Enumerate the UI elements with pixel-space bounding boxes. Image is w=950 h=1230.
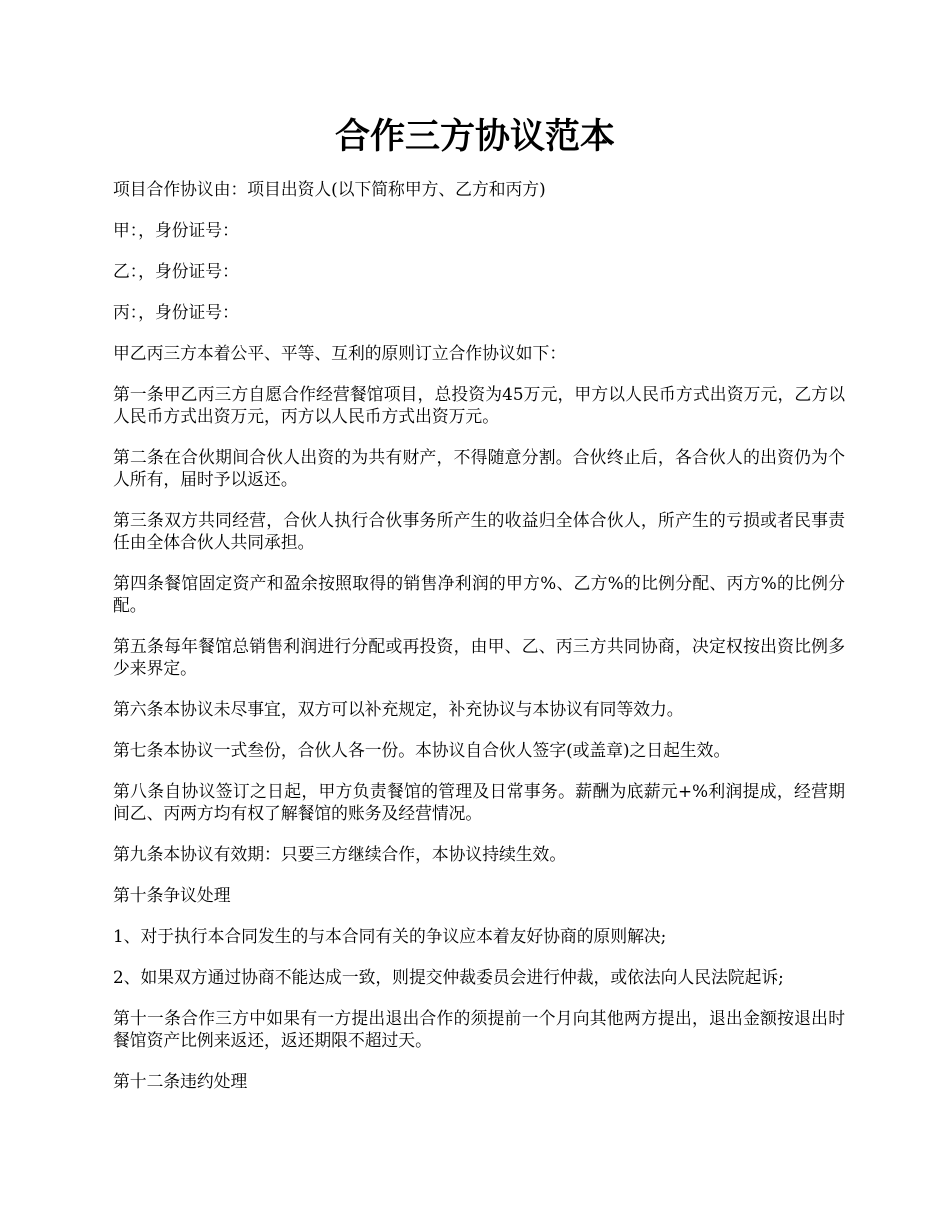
- paragraph-article-12: 第十二条违约处理: [113, 1071, 248, 1091]
- paragraph-article-4: 第四条餐馆固定资产和盈余按照取得的销售净利润的甲方%、乙方%的比例分配、丙方%的比例分配。: [113, 573, 845, 615]
- document-body: [113, 178, 845, 1111]
- paragraph-dispute-1: 1、对于执行本合同发生的与本合同有关的争议应本着友好协商的原则解决;: [113, 926, 667, 946]
- paragraph-article-11: 第十一条合作三方中如果有一方提出退出合作的须提前一个月向其他两方提出，退出金额按退出时餐馆资产比例来返还，返还期限不超过天。: [113, 1008, 845, 1050]
- paragraph-article-7: 第七条本协议一式叁份，合伙人各一份。本协议自合伙人签字(或盖章)之日起生效。: [113, 740, 731, 760]
- paragraph-article-10: 第十条争议处理: [113, 885, 231, 905]
- paragraph-article-2: 第二条在合伙期间合伙人出资的为共有财产，不得随意分割。合伙终止后，各合伙人的出资仍为个人所有，届时予以返还。: [113, 447, 845, 489]
- paragraph-principle: 甲乙丙三方本着公平、平等、互利的原则订立合作协议如下：: [113, 343, 567, 363]
- paragraph-party-a: 甲：，身份证号：: [113, 220, 239, 240]
- paragraph-preamble: 项目合作协议由：项目出资人(以下简称甲方、乙方和丙方): [113, 179, 546, 199]
- paragraph-party-c: 丙：，身份证号：: [113, 302, 239, 322]
- paragraph-article-8: 第八条自协议签订之日起，甲方负责餐馆的管理及日常事务。薪酬为底薪元+%利润提成，经营期间乙、丙两方均有权了解餐馆的账务及经营情况。: [113, 781, 845, 823]
- paragraph-article-1: 第一条甲乙丙三方自愿合作经营餐馆项目，总投资为45万元，甲方以人民币方式出资万元，乙方以人民币方式出资万元，丙方以人民币方式出资万元。: [113, 384, 845, 426]
- paragraph-article-6: 第六条本协议未尽事宜，双方可以补充规定，补充协议与本协议有同等效力。: [113, 699, 684, 719]
- document-title: 合作三方协议范本: [334, 116, 615, 157]
- paragraph-dispute-2: 2、如果双方通过协商不能达成一致，则提交仲裁委员会进行仲裁，或依法向人民法院起诉;: [113, 967, 784, 987]
- paragraph-article-5: 第五条每年餐馆总销售利润进行分配或再投资，由甲、乙、丙三方共同协商，决定权按出资比例多少来界定。: [113, 636, 845, 678]
- paragraph-party-b: 乙：，身份证号：: [113, 261, 239, 281]
- paragraph-article-9: 第九条本协议有效期：只要三方继续合作，本协议持续生效。: [113, 844, 567, 864]
- paragraph-article-3: 第三条双方共同经营，合伙人执行合伙事务所产生的收益归全体合伙人，所产生的亏损或者民事责任由全体合伙人共同承担。: [113, 510, 845, 552]
